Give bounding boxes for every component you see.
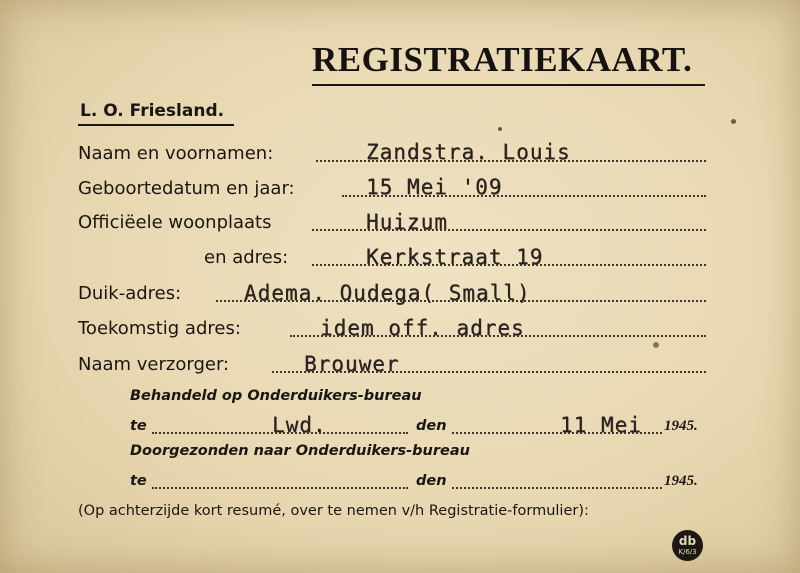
adres-value: Kerkstraat 19 <box>366 245 544 269</box>
verzorger-value: Brouwer <box>304 352 400 376</box>
behandeld-den-label: den <box>416 418 447 434</box>
doorgezonden-den-label: den <box>416 473 447 489</box>
behandeld-den-value: 11 Mei <box>560 413 642 437</box>
paper-stain <box>653 342 659 348</box>
printer-logo <box>672 530 703 561</box>
doorgezonden-te-dotted-line <box>152 487 408 489</box>
duik-label: Duik-adres: <box>78 283 182 304</box>
doorgezonden-te-label: te <box>130 473 147 489</box>
behandeld-te-label: te <box>130 418 147 434</box>
naam-value: Zandstra. Louis <box>366 140 571 164</box>
organisation-label: L. O. Friesland. <box>80 101 225 121</box>
paper-speck <box>731 119 736 124</box>
printer-logo-line2: K/6/3 <box>678 548 697 556</box>
paper-speck <box>498 127 502 131</box>
woonplaats-value: Huizum <box>366 210 448 234</box>
geboorte-label: Geboortedatum en jaar: <box>78 178 295 199</box>
doorgezonden-heading: Doorgezonden naar Onderduikers-bureau <box>130 443 470 459</box>
behandeld-year: 1945. <box>664 418 698 434</box>
verzorger-label: Naam verzorger: <box>78 354 230 375</box>
card-title: REGISTRATIEKAART. <box>312 40 693 79</box>
adres-label: en adres: <box>204 247 289 268</box>
toekomstig-label: Toekomstig adres: <box>78 318 241 339</box>
organisation-underline <box>78 124 234 126</box>
behandeld-te-value: Lwd. <box>272 413 327 437</box>
printer-logo-line1: db <box>678 534 697 548</box>
footer-note: (Op achterzijde kort resumé, over te nemen v/h Registratie-formulier): <box>78 503 589 519</box>
toekomstig-value: idem off. adres <box>320 316 525 340</box>
geboorte-value: 15 Mei '09 <box>366 175 503 199</box>
title-underline <box>312 84 705 86</box>
naam-label: Naam en voornamen: <box>78 143 274 164</box>
doorgezonden-den-dotted-line <box>452 487 662 489</box>
behandeld-heading: Behandeld op Onderduikers-bureau <box>130 388 422 404</box>
woonplaats-label: Officiëele woonplaats <box>78 212 272 233</box>
doorgezonden-year: 1945. <box>664 473 698 489</box>
duik-value: Adema. Oudega( Small) <box>244 281 531 305</box>
